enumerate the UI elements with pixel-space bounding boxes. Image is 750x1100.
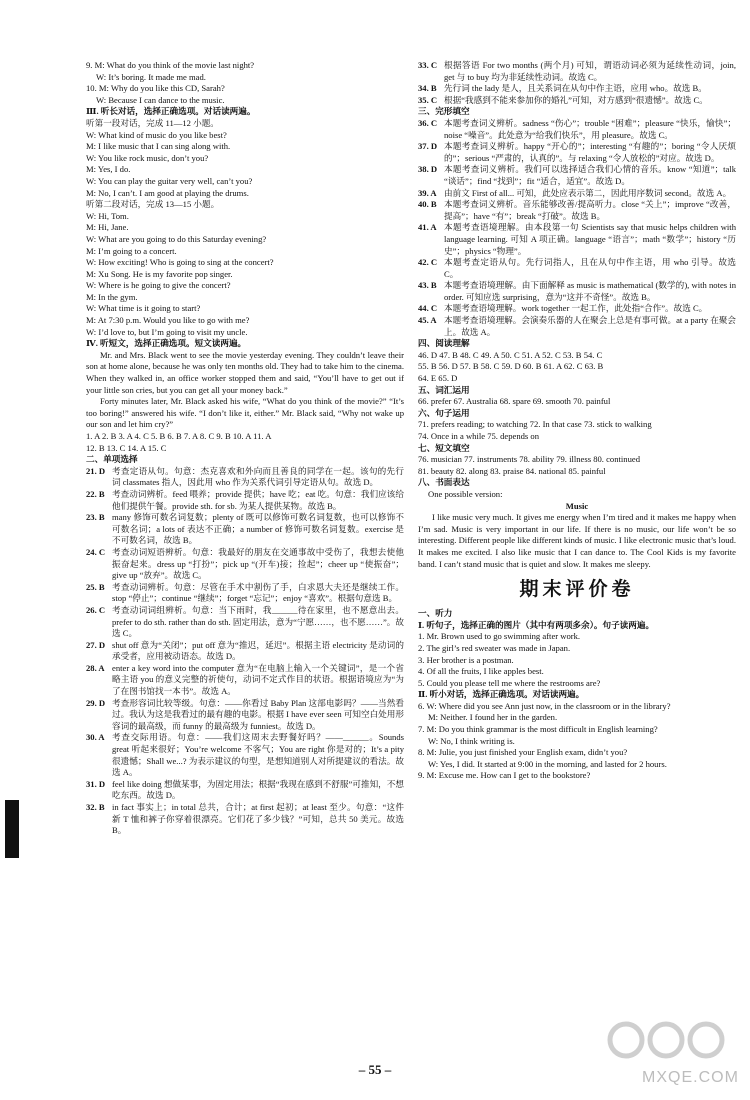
answer-number: 35. C: [418, 94, 438, 105]
answer-item: [418, 199, 736, 222]
left-column: [86, 60, 404, 837]
answer-number: 41. A: [418, 222, 437, 233]
answer-explanation: enter a key word into the computer 意为“在电脑上输入一个关键词”，是一个省略主语 you 的意义完整的祈使句，动词不定式作目的状语。根据语境应为“为了在图书馆找一本书”。故选 A。: [112, 662, 404, 697]
answer-explanation: 考查动词辨析。句意：尽管在手术中割伤了手，白求恩大夫还是继续工作。stop “停止”；continue “继续”；forget “忘记”；enjoy “喜欢”。根据句意选 B。: [112, 581, 404, 604]
answer-item: [86, 802, 404, 837]
section-heading: 三、完形填空: [418, 106, 470, 117]
answer-number: 31. D: [86, 778, 106, 789]
text-line: M: Xu Song. He is my favorite pop singer.: [86, 268, 233, 279]
answer-number: 40. B: [418, 199, 437, 210]
paragraph: I like music very much. It gives me energy when I’m tired and it makes me happy when I’m sad. Music is very important in our life. If there is no music, our life won’t be so interesting. Different people like different kinds of music. I like electronic music that’s loud. It makes me excited. I also like music that I can dance to. The Cool Kids is my favorite band. I can’t stand music that is quiet and slow. It makes me sleepy.: [418, 512, 736, 569]
answer-number: 25. B: [86, 581, 105, 592]
section-heading: Ⅱ. 听小对话，选择正确选项。对话读两遍。: [418, 689, 585, 700]
text-line: 2. The girl’s red sweater was made in Japan.: [418, 642, 571, 653]
answer-number: 44. C: [418, 303, 438, 314]
text-line: 66. prefer 67. Australia 68. spare 69. smooth 70. painful: [418, 396, 611, 407]
answer-explanation: 考查定语从句。句意：杰克喜欢和外向而且善良的同学在一起。该句的先行词 classmates 指人，因此用 who 作为关系代词引导定语从句。故选 D。: [112, 465, 404, 488]
answer-item: [418, 141, 736, 164]
right-column: [418, 60, 736, 782]
text-line: 6. W: Where did you see Ann just now, in the classroom or in the library?: [418, 700, 671, 711]
answer-item: [418, 83, 736, 95]
answer-item: [418, 315, 736, 338]
text-line: 5. Could you please tell me where the restrooms are?: [418, 677, 601, 688]
answer-explanation: 本题考查语境理解。会演奏乐器的人在聚会上总是有事可做。at a party 在聚会上。故选 A。: [444, 315, 736, 337]
text-line: M: I’m going to a concert.: [86, 245, 177, 256]
text-line: 7. M: Do you think grammar is the most difficult in English learning?: [418, 724, 658, 735]
exam-title: 期末评价卷: [519, 579, 635, 601]
page-number: – 55 –: [358, 1062, 392, 1077]
section-heading: 四、阅读理解: [418, 338, 470, 349]
text-line: W: Where is he going to give the concert?: [86, 280, 231, 291]
answer-number: 27. D: [86, 639, 106, 650]
text-line: M: At 7:30 p.m. Would you like to go with me?: [86, 315, 250, 326]
answer-explanation: in fact 事实上；in total 总共，合计；at first 起初；at least 至少。句意：“这件新 T 恤和裤子你穿着很漂亮。它们花了多少钱？”可知，总共 50 美元。故选 B。: [112, 802, 404, 836]
text-line: 9. M: Excuse me. How can I get to the bookstore?: [418, 770, 591, 781]
text-line: W: I’d love to, but I’m going to visit my uncle.: [86, 326, 248, 337]
paragraph: Mr. and Mrs. Black went to see the movie yesterday evening. They couldn’t leave their son at home alone, because he was only ten months old. They had to take him to the cinema. When they walked in, an office worker stopped them and said, “You’ll have to get out if your little son cries, but you can get all your money back.”: [86, 349, 404, 395]
answer-number: 26. C: [86, 604, 106, 615]
text-line: 听第二段对话，完成 13—15 小题。: [86, 199, 220, 210]
answer-number: 21. D: [86, 465, 106, 476]
section-heading: 二、单项选择: [86, 454, 138, 465]
dialog-line: W: Because I can dance to the music.: [96, 94, 225, 105]
answer-explanation: 考查形容词比较等级。句意：——你看过 Baby Plan 这部电影吗？——当然看过。我认为这是我看过的最有趣的电影。根据 I have ever seen 可知空白处用形容词的最高级，而 funny 的最高级为 funniest。故选 D。: [112, 697, 404, 731]
answer-item: [86, 582, 404, 605]
answer-number: 45. A: [418, 315, 437, 326]
answer-item: [86, 547, 404, 582]
answer-item: [418, 118, 736, 141]
answer-number: 42. C: [418, 257, 438, 268]
text-line: 3. Her brother is a postman.: [418, 654, 514, 665]
text-line: 听第一段对话，完成 11—12 小题。: [86, 117, 219, 128]
answer-item: [418, 164, 736, 187]
text-line: W: What are you going to do this Saturday evening?: [86, 233, 267, 244]
answer-number: 30. A: [86, 732, 105, 743]
dialog-line: W: No, I think writing is.: [428, 735, 515, 746]
text-line: 12. B 13. C 14. A 15. C: [86, 442, 167, 453]
answer-number: 24. C: [86, 546, 106, 557]
answer-explanation: 由前文 First of all... 可知，此处应表示第二，因此用序数词 second。故选 A。: [444, 187, 732, 198]
answer-item: [86, 605, 404, 640]
text-line: 1. A 2. B 3. A 4. C 5. B 6. B 7. A 8. C 9. B 10. A 11. A: [86, 431, 272, 441]
text-line: 4. Of all the fruits, I like apples best.: [418, 666, 544, 677]
text-line: M: In the gym.: [86, 291, 138, 302]
answer-explanation: 本题考查语境理解。work together 一起工作，此处指“合作”。故选 C。: [444, 303, 708, 314]
answer-explanation: feel like doing 想做某事，为固定用法；根据“我现在感到不舒服”可推知，不想吃东西。故选 D。: [112, 778, 404, 801]
text-line: 74. Once in a while 75. depends on: [418, 431, 540, 441]
text-line: M: No, I can’t. I am good at playing the drums.: [86, 187, 249, 198]
answer-item: [418, 303, 736, 315]
answer-item: [418, 188, 736, 200]
text-line: 8. M: Julie, you just finished your English exam, didn’t you?: [418, 747, 628, 758]
text-line: W: Hi, Tom.: [86, 210, 129, 221]
text-line: 46. D 47. B 48. C 49. A 50. C 51. A 52. C 53. B 54. C: [418, 349, 603, 360]
text-line: 81. beauty 82. along 83. praise 84. national 85. painful: [418, 465, 606, 476]
answer-item: [418, 280, 736, 303]
answer-number: 37. D: [418, 141, 438, 152]
answer-item: [418, 60, 736, 83]
answer-explanation: 本题考查语境理解。由本段第一句 Scientists say that music helps children with language learning. 可知 A 项正确。language “语言”；math “数学”；history “历史”；physics “物理”。: [444, 222, 736, 256]
answer-explanation: 考查动词短语辨析。句意：我最好的朋友在交通事故中受伤了，我想去使他振奋起来。dress up “打扮”；pick up “(开车)接；捡起”；cheer up “使振奋”；give up “放弃”。故选 C。: [112, 546, 404, 581]
paragraph: Forty minutes later, Mr. Black asked his wife, “What do you think of the movie?” “It’s too boring!” answered his wife. “I don’t like it, either.” Mr. Black said, “Why not wake up our son and let him cry?”: [86, 396, 404, 430]
answer-item: [86, 663, 404, 698]
watermark-text: MXQE.COM: [642, 1069, 739, 1086]
answer-explanation: shut off 意为“关闭”；put off 意为“推迟，延迟”。根据主语 electricity 是动词的承受者，应用被动语态。故选 D。: [112, 639, 404, 662]
answer-item: [86, 732, 404, 778]
text-line: W: What time is it going to start?: [86, 303, 201, 314]
answer-number: 28. A: [86, 662, 105, 673]
answer-explanation: 本题考查词义辨析。sadness “伤心”；trouble “困难”；pleasure “快乐，愉快”；noise “噪音”。此处意为“给我们快乐”，用 pleasure。故选 C。: [444, 117, 736, 140]
answer-number: 43. B: [418, 280, 437, 291]
answer-item: [418, 257, 736, 280]
answer-explanation: 本题考查词义辨析。我们可以选择适合我们心情的音乐。know “知道”；talk “谈话”；find “找到”；fit “适合，适宜”。故选 D。: [444, 164, 736, 186]
answer-explanation: many 修饰可数名词复数；plenty of 既可以修饰可数名词复数，也可以修饰不可数名词；a lots of 表达不正确；a number of 修饰可数名词复数。exercise 是不可数名词，故选 B。: [112, 512, 404, 546]
section-heading: 六、句子运用: [418, 407, 470, 418]
answer-explanation: 本题考查词义辨析。音乐能够改善/提高听力。close “关上”；improve “改善，提高”；have “有”；break “打破”。故选 B。: [444, 199, 736, 221]
answer-number: 29. D: [86, 697, 106, 708]
text-line: W: You can play the guitar very well, can’t you?: [86, 175, 253, 186]
answer-item: [418, 95, 736, 107]
answer-explanation: 本题考查语境理解。由下面解释 as music is mathematical (数学的), with notes in order. 可知应选 surprising，意为“这并不奇怪”。故选 B。: [444, 280, 736, 302]
section-heading: Ⅲ. 听长对话，选择正确选项。对话读两遍。: [86, 106, 256, 117]
dialog-line: W: Yes, I did. It started at 9:00 in the morning, and lasted for 2 hours.: [428, 758, 667, 769]
text-line: W: You like rock music, don’t you?: [86, 152, 209, 163]
text-line: 9. M: What do you think of the movie last night?: [86, 60, 255, 70]
answer-explanation: 考查动词词组辨析。句意：当下雨时，我______待在家里，也不愿意出去。prefer to do sth. rather than do sth. 固定用法，意为“宁愿……，也不愿……”。故选 C。: [112, 604, 404, 639]
dialog-line: One possible version:: [428, 488, 503, 499]
answer-explanation: 根据“我感到不能来参加你的婚礼”可知，对方感到“很遗憾”。故选 C。: [444, 94, 708, 105]
answer-number: 36. C: [418, 117, 438, 128]
text-line: 55. B 56. D 57. B 58. C 59. D 60. B 61. A 62. C 63. B: [418, 361, 604, 372]
section-heading: 一、听力: [418, 608, 453, 619]
answer-item: [86, 489, 404, 512]
essay-title: Music: [565, 500, 589, 511]
section-heading: Ⅳ. 听短文，选择正确选项。短文读两遍。: [86, 338, 247, 349]
side-tab-marker: [5, 800, 19, 858]
answer-number: 32. B: [86, 802, 105, 812]
answer-number: 34. B: [418, 83, 437, 94]
answer-item: [86, 779, 404, 802]
dialog-line: M: Neither. I found her in the garden.: [428, 712, 558, 723]
section-heading: 五、词汇运用: [418, 384, 470, 395]
text-line: M: I like music that I can sing along with.: [86, 141, 231, 152]
text-line: 10. M: Why do you like this CD, Sarah?: [86, 83, 225, 94]
answer-explanation: 本题考查词义辨析。happy “开心的”；interesting “有趣的”；boring “令人厌烦的”；serious “严肃的，认真的”。与 relaxing “令人放松的”对应。故选 D。: [444, 141, 736, 163]
answer-item: [418, 222, 736, 257]
text-line: 71. prefers reading; to watching 72. In that case 73. stick to walking: [418, 419, 652, 430]
watermark-logo-icon: [604, 1012, 744, 1074]
answer-item: [86, 512, 404, 547]
answer-item: [86, 466, 404, 489]
text-line: M: Hi, Jane.: [86, 222, 129, 233]
answer-explanation: 考查交际用语。句意：——我们这周末去野餐好吗？——______。Sounds great 听起来很好；You’re welcome 不客气；You are right 你是对的；It’s a pity 很遗憾；Shall we...? 为表示建议的句型，是想知道别人对所提建议的看法。故选 A。: [112, 732, 404, 778]
answer-explanation: 根据答语 For two months (两个月) 可知，谓语动词必须为延续性动词，join, get 与 to buy 均为非延续性动词。故选 C。: [444, 60, 736, 82]
text-line: 1. Mr. Brown used to go swimming after work.: [418, 631, 581, 642]
text-line: M: Yes, I do.: [86, 164, 131, 175]
answer-explanation: 本题考查定语从句。先行词指人，且在从句中作主语，用 who 引导。故选 C。: [444, 257, 736, 279]
text-line: 64. E 65. D: [418, 373, 458, 384]
answer-number: 39. A: [418, 187, 437, 198]
text-line: W: What kind of music do you like best?: [86, 129, 227, 140]
dialog-line: W: It’s boring. It made me mad.: [96, 71, 206, 82]
text-line: W: How exciting! Who is going to sing at the concert?: [86, 257, 274, 268]
answer-number: 38. D: [418, 164, 438, 175]
answer-number: 23. B: [86, 512, 105, 523]
text-line: 76. musician 77. instruments 78. ability 79. illness 80. continued: [418, 454, 640, 465]
answer-explanation: 考查动词辨析。feed 喂养；provide 提供；have 吃；eat 吃。句意：我们应该给他们提供午餐。provide sth. for sb. 为某人提供某物。故选 B。: [112, 488, 404, 511]
answer-explanation: 先行词 the lady 是人，且关系词在从句中作主语，应用 who。故选 B。: [444, 83, 707, 94]
answer-item: [86, 640, 404, 663]
section-heading: Ⅰ. 听句子，选择正确的图片（其中有两项多余）。句子读两遍。: [418, 619, 655, 630]
section-heading: 八、书面表达: [418, 477, 470, 488]
answer-number: 33. C: [418, 60, 438, 70]
section-heading: 七、短文填空: [418, 442, 470, 453]
answer-number: 22. B: [86, 488, 105, 499]
answer-item: [86, 698, 404, 733]
